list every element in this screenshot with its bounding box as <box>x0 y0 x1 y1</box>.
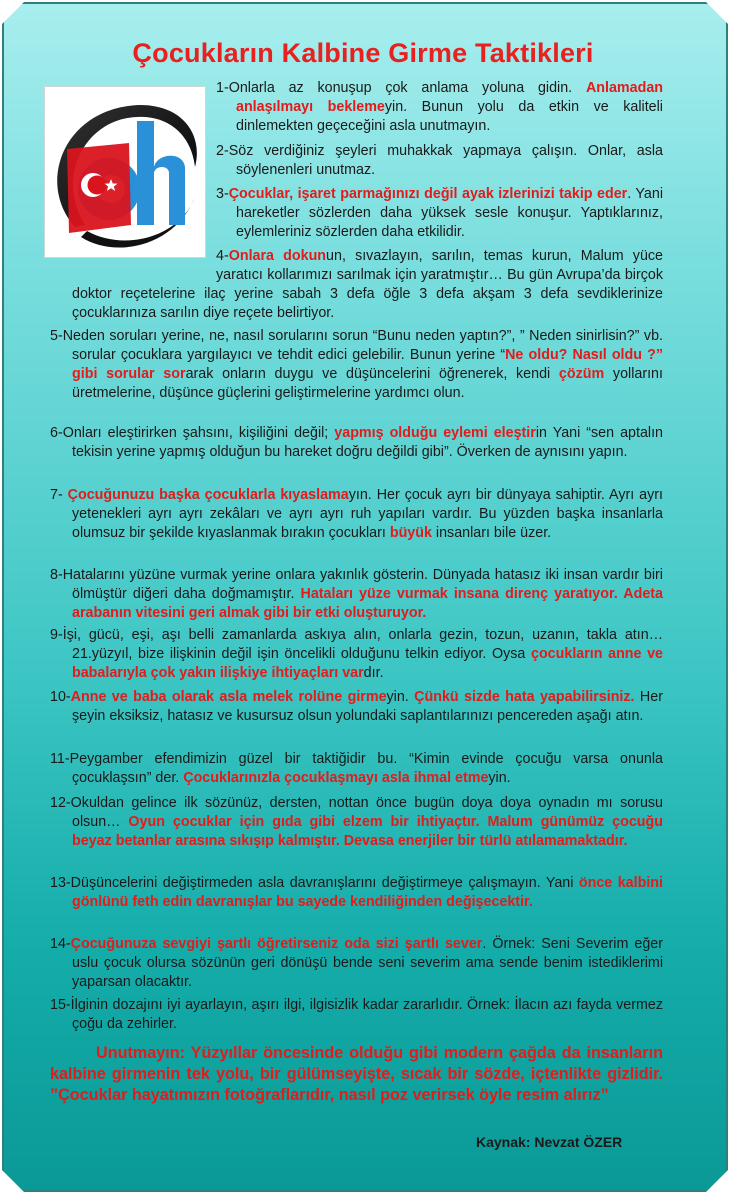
tip-2: 2-Söz verdiğiniz şeyleri muhakkak yapmaya çalışın. Onlar, asla söylenenleri unutmaz. <box>216 143 663 178</box>
tip-8: 8-Hatalarını yüzüne vurmak yerine onlara yakınlık gösterin. Dünyada hatasız iki insan vardır biri ölmüştür diğeri daha doğmamıştır. Hataları yüze vurmak insana direnç yaratıyor. Adeta arabanın vitesini geri almak gibi bir etki oluşturuyor. <box>50 567 663 621</box>
tip-14: 14-Çocuğunuza sevgiyi şartlı öğretirseniz oda sizi şartlı sever. Örnek: Seni Severim eğer uslu çocuk olursa sözünün geri dönüşü bende seni severim ama sende benim istediklerimi yaparsan olacaktır. <box>50 936 663 990</box>
tip-6: 6-Onları eleştirirken şahsını, kişiliğini değil; yapmış olduğu eylemi eleştirin Yani “sen aptalın tekisin yerine yapmış olduğun bu hareket doğru değildi gibi”. Överken de aynısını yapın. <box>50 425 664 460</box>
tip-1: 1-Onlarla az konuşup çok anlama yoluna gidin. Anlamadan anlaşılmayı beklemeyin. Bunun yolu da etkin ve kaliteli dinlemekten geçeceğini asla unutmayın. <box>216 80 663 134</box>
tip-9: 9-İşi, gücü, eşi, aşı belli zamanlarda askıya alın, onlarla gezin, tozun, uzanın, takla atın… 21.yüzyıl, bize ilişkinin değil işin öncelikli olduğunu telkin ediyor. Oysa çocukların anne ve babalarıyla çok yakın ilişkiye ihtiyaçları vardır. <box>50 627 663 681</box>
tip-15: 15-İlginin dozajını iyi ayarlayın, aşırı ilgi, ilgisizlik kadar zararlıdır. Örnek: İlacın azı fayda vermez çoğu da zehirler. <box>50 997 663 1032</box>
dh-logo-icon <box>45 87 205 257</box>
tip-4: 4-Onlara dokunun, sıvazlayın, sarılın, temas kurun, Malum yüce yaratıcı kollarımızı sarılmak için yaratmıştır… Bu gün Avrupa’da birçok doktor reçetelerine ilaç yerine sabah 3 defa öğle 3 defa akşam 3 defa sevdiklerinize çocuklarınıza sarılın diye reçete belirtiyor. <box>72 248 663 321</box>
tip-12: 12-Okuldan gelince ilk sözünüz, dersten, nottan önce bugün doya doya oynadın mı sorusu olsun… Oyun çocuklar için gıda gibi elzem bir ihtiyaçtır. Malum günümüz çocuğu beyaz betanlar arasına sıkışıp kalmıştır. Devasa enerjiler bir türlü atılamamaktadır. <box>50 795 663 849</box>
tip-13: 13-Düşüncelerini değiştirmeden asla davranışlarını değiştirmeye çalışmayın. Yani önce kalbini gönlünü feth edin davranışlar bu sayede kendiliğinden değişecektir. <box>50 875 663 910</box>
tip-11: 11-Peygamber efendimizin güzel bir taktiğidir bu. “Kimin evinde çocuğu varsa onunla çocuklaşsın” der. Çocuklarınızla çocuklaşmayı asla ihmal etmeyin. <box>50 751 663 786</box>
tip-7: 7- Çocuğunuzu başka çocuklarla kıyaslamayın. Her çocuk ayrı bir dünyaya sahiptir. Ayrı ayrı yetenekleri ayrı ayrı zekâları ve ayrı ayrı ruh yapıları vardır. Bu yüzden başka insanlarla olumsuz bir şekilde kıyaslanmak bırakın çocukları büyük insanları bile üzer. <box>50 487 663 541</box>
tip-10: 10-Anne ve baba olarak asla melek rolüne girmeyin. Çünkü sizde hata yapabilirsiniz. Her şeyin eksiksiz, hatasız ve kusursuz olsun yolundaki saplantılarınızı pencereden aşağı atın. <box>50 689 663 724</box>
conclusion-text: Unutmayın: Yüzyıllar öncesinde olduğu gibi modern çağda da insanların kalbine girmenin tek yolu, bir gülümseyişte, sıcak bir sözde, içtenlikte gizlidir. ”Çocuklar hayatımızın fotoğraflarıdır, nasıl poz verirsek öyle resim alırız” <box>50 1044 663 1104</box>
source-credit: Kaynak: Nevzat ÖZER <box>476 1134 623 1150</box>
page-title: Çocukların Kalbine Girme Taktikleri <box>132 38 594 68</box>
logo <box>44 86 206 258</box>
tip-5: 5-Neden soruları yerine, ne, nasıl sorularını sorun “Bunu neden yaptın?”, ” Neden sinirlisin?” vb. sorular çocuklara yargılayıcı ve tehdit edici gelebilir. Bunun yerine “Ne oldu? Nasıl oldu ?” gibi sorular sorarak onların duygu ve düşüncelerini öğrenerek, kendi çözüm yollarını üretmelerine, düşünce güçlerini geliştirmelerine yardımcı olun. <box>50 328 663 401</box>
tip-3: 3-Çocuklar, işaret parmağınızı değil ayak izlerinizi takip eder. Yani hareketler sözlerden daha yüksek sesle konuşur. Yaptıklarınız, eylemleriniz sözlerden daha etkilidir. <box>216 186 663 240</box>
